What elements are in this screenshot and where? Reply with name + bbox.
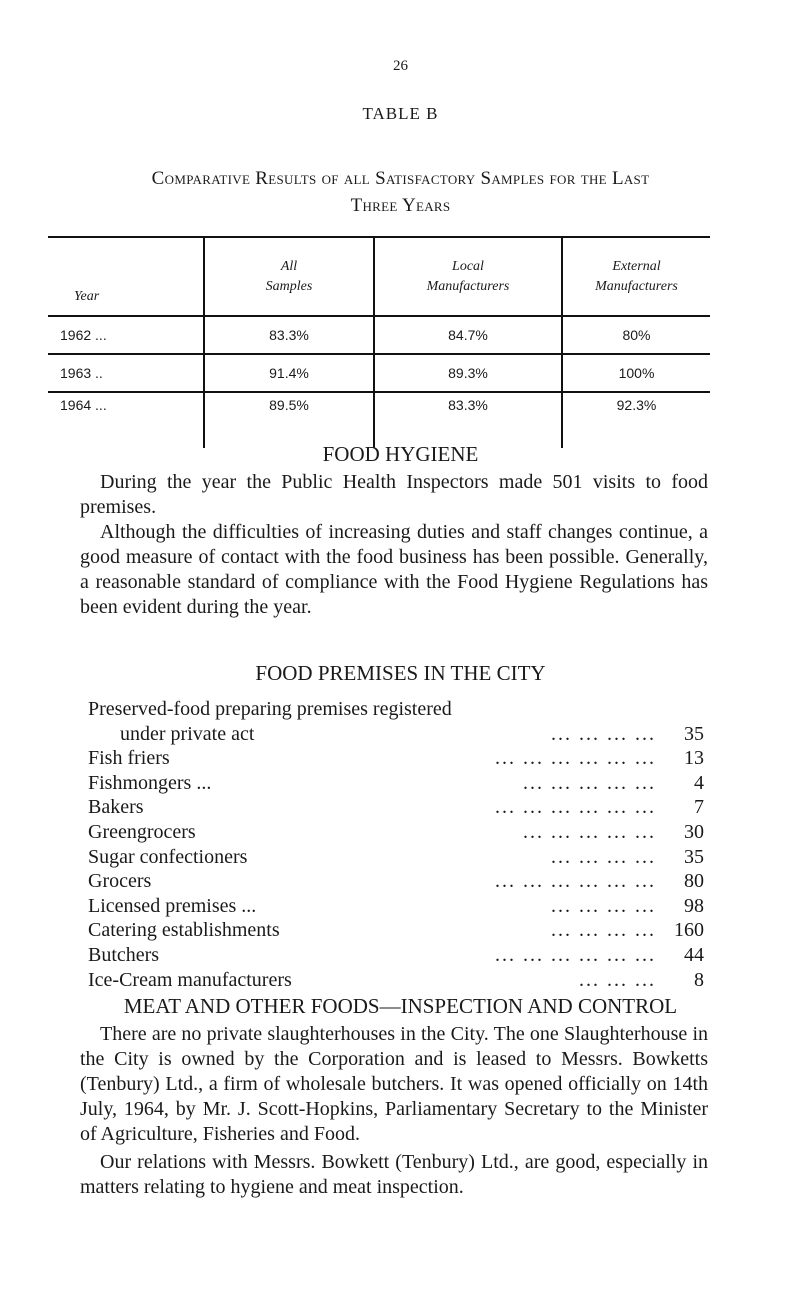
meat-inspection-heading: MEAT AND OTHER FOODS—INSPECTION AND CONTROL: [123, 994, 678, 1018]
header-local-line1: Local: [452, 258, 484, 274]
list-item: [88, 697, 704, 722]
list-item: [88, 894, 704, 919]
meat-paragraph-1: There are no private slaughterhouses in the City. The one Slaughterhouse in the City is owned by the Corporation and is leased to Messrs. Bowketts (Tenbury) Ltd., a firm of wholesale butchers. It was opened officially on 14th July, 1964, by Mr. J. Scott-Hopkins, Parliamentary Secretary to the Minister of Agriculture, Fisheries and Food.: [80, 1023, 708, 1145]
list-item: [88, 943, 704, 968]
premises-count: 13: [684, 747, 704, 770]
header-all-samples: [204, 237, 374, 316]
leader-dots: ... ... ... ...: [551, 894, 656, 917]
cell-year: 1964 ...: [60, 397, 107, 413]
list-item: [88, 746, 704, 771]
header-external-line2: Manufacturers: [595, 278, 678, 294]
premises-count: 8: [694, 968, 704, 991]
food-premises-list: [88, 697, 704, 992]
cell-external: 80%: [562, 316, 710, 354]
list-item: [88, 845, 704, 870]
cell-year: 1963 ..: [48, 354, 204, 392]
list-item: [88, 918, 704, 943]
header-local: [374, 237, 562, 316]
premises-label: Grocers: [88, 870, 152, 893]
results-table: [48, 236, 710, 448]
list-item: [88, 771, 704, 796]
premises-label: Ice-Cream manufacturers: [88, 968, 292, 991]
page-number: 26: [393, 58, 408, 74]
table-row: [48, 354, 710, 392]
food-premises-heading: FOOD PREMISES IN THE CITY: [255, 661, 546, 685]
premises-count: 4: [694, 771, 704, 794]
list-item: [88, 795, 704, 820]
table-row: [48, 392, 710, 448]
food-hygiene-paragraph-2: Although the difficulties of increasing duties and staff changes continue, a good measure of contact with the food business has been possible. Generally, a reasonable standard of compliance with the Food Hygiene Regulations has been evident during the year.: [80, 521, 708, 618]
premises-count: 30: [684, 820, 704, 843]
meat-paragraph-2: Our relations with Messrs. Bowkett (Tenbury) Ltd., are good, especially in matters relating to hygiene and meat inspection.: [80, 1151, 708, 1198]
header-external: [562, 237, 710, 316]
header-all-line2: Samples: [265, 278, 313, 294]
header-year: [48, 237, 204, 316]
premises-count: 35: [684, 722, 704, 745]
leader-dots: ... ... ... ...: [551, 919, 656, 942]
list-item: [88, 869, 704, 894]
cell-all: 89.5%: [204, 392, 374, 448]
premises-label: under private act: [120, 722, 255, 745]
table-title: TABLE B: [362, 104, 439, 123]
list-item: [88, 722, 704, 747]
premises-label: Fish friers: [88, 747, 170, 770]
table-subtitle-line2: Three Years: [350, 195, 451, 216]
cell-local: 83.3%: [374, 392, 562, 448]
cell-year: 1962 ...: [48, 316, 204, 354]
header-external-line1: External: [612, 258, 661, 274]
leader-dots: ... ... ... ... ... ...: [495, 796, 656, 819]
cell-local: 89.3%: [374, 354, 562, 392]
cell-all: 91.4%: [204, 354, 374, 392]
leader-dots: ... ... ... ... ... ...: [495, 747, 656, 770]
table-header-row: [48, 237, 710, 316]
table-subtitle-line1: Comparative Results of all Satisfactory Samples for the Last: [151, 168, 650, 189]
premises-count: 160: [674, 919, 704, 942]
premises-label: Licensed premises ...: [88, 894, 257, 917]
cell-external: 100%: [562, 354, 710, 392]
premises-label: Sugar confectioners: [88, 845, 248, 868]
cell-external: 92.3%: [562, 392, 710, 448]
list-item: [88, 820, 704, 845]
food-hygiene-paragraph-1: During the year the Public Health Inspectors made 501 visits to food premises.: [80, 471, 708, 518]
premises-label: Fishmongers ...: [88, 771, 212, 794]
table-row: [48, 316, 710, 354]
leader-dots: ... ... ... ... ... ...: [495, 943, 656, 966]
premises-count: 80: [684, 870, 704, 893]
premises-count: 35: [684, 845, 704, 868]
premises-label: Butchers: [88, 943, 160, 966]
leader-dots: ... ... ... ... ... ...: [495, 870, 656, 893]
premises-count: 7: [694, 796, 704, 819]
cell-all: 83.3%: [204, 316, 374, 354]
cell-local: 84.7%: [374, 316, 562, 354]
list-item: [88, 968, 704, 993]
premises-label: Bakers: [88, 796, 144, 819]
premises-label: Catering establishments: [88, 919, 280, 942]
premises-count: 98: [684, 894, 704, 917]
header-year-label: Year: [74, 289, 100, 304]
leader-dots: ... ... ... ... ...: [523, 771, 656, 794]
premises-label-line1: Preserved-food preparing premises registered: [88, 698, 452, 720]
premises-label: Greengrocers: [88, 820, 196, 843]
header-local-line2: Manufacturers: [426, 278, 510, 294]
premises-count: 44: [684, 943, 704, 966]
leader-dots: ... ... ...: [579, 968, 656, 991]
food-hygiene-heading: FOOD HYGIENE: [322, 442, 479, 466]
header-all-line1: All: [280, 258, 298, 274]
leader-dots: ... ... ... ...: [551, 845, 656, 868]
leader-dots: ... ... ... ... ...: [523, 820, 656, 843]
leader-dots: ... ... ... ...: [551, 722, 656, 745]
